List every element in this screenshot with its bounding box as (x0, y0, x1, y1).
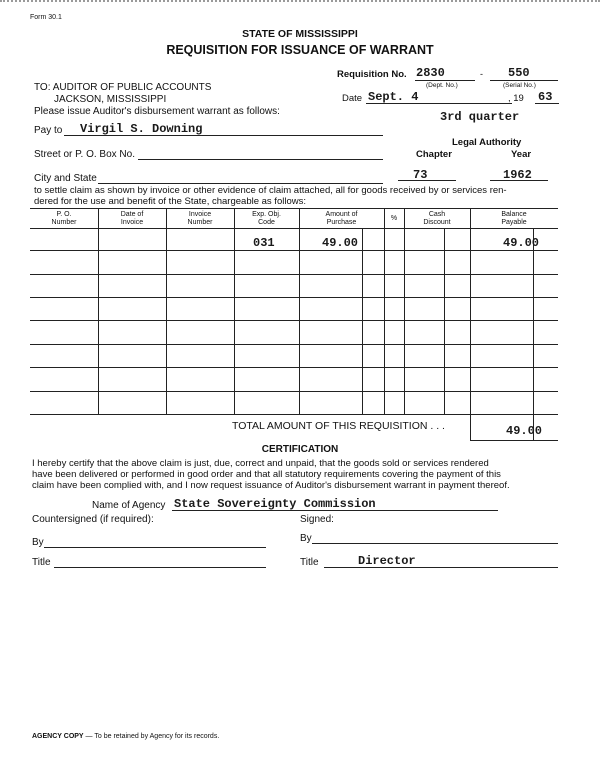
chapter-value: 73 (413, 168, 428, 182)
row-1-exp-obj-code: 031 (253, 236, 275, 250)
header-cash-discount: Cash Discount (423, 211, 451, 226)
table-row-line (30, 320, 558, 321)
year-label: Year (511, 149, 532, 160)
table-row-line (30, 250, 558, 251)
settle-text-line-1: to settle claim as shown by invoice or other evidence of claim attached, all for goods received by or services ren- (34, 185, 507, 196)
footer-note (32, 733, 219, 740)
settle-text-line-2: dered for the use and benefit of the State, chargeable as follows: (34, 196, 306, 207)
total-box-bottom (470, 440, 558, 441)
row-1-amount: 49.00 (322, 236, 359, 250)
title-right-value: Director (358, 554, 416, 568)
to-line-2: JACKSON, MISSISSIPPI (54, 94, 167, 105)
perforation-edge (0, 0, 600, 6)
signed-label: Signed: (300, 514, 334, 525)
certification-heading: CERTIFICATION (261, 444, 339, 455)
certification-line-2: have been delivered or performed in good order and that all statutory requirements covering the payment of this (32, 469, 501, 480)
table-header-border (30, 228, 558, 229)
pay-to-value: Virgil S. Downing (80, 122, 203, 136)
serial-no-caption: (Serial No.) (503, 82, 536, 89)
header-balance-payable: Balance Payable (501, 211, 527, 226)
date-year-prefix: , 19 (508, 93, 524, 104)
date-label: Date (342, 93, 363, 104)
by-left-line (44, 547, 266, 548)
by-right-line (312, 543, 558, 544)
table-col-divider (384, 208, 385, 414)
agency-value: State Sovereignty Commission (174, 497, 376, 511)
street-label: Street or P. O. Box No. (34, 149, 135, 160)
table-row-line (30, 367, 558, 368)
quarter-note: 3rd quarter (440, 110, 520, 124)
to-line-1: TO: AUDITOR OF PUBLIC ACCOUNTS (34, 82, 212, 93)
footer-text: — To be retained by Agency for its records. (83, 733, 220, 740)
table-row-line (30, 297, 558, 298)
table-row-line (30, 274, 558, 275)
table-col-divider (234, 208, 235, 414)
table-col-divider (470, 208, 471, 440)
legal-authority-label: Legal Authority (452, 137, 522, 148)
state-heading: STATE OF MISSISSIPPI (242, 28, 358, 40)
table-col-divider (98, 208, 99, 414)
agency-label: Name of Agency (92, 500, 166, 511)
header-po-number: P. O. Number (51, 211, 77, 226)
total-value: 49.00 (506, 424, 543, 438)
table-top-border (30, 208, 558, 209)
total-label: TOTAL AMOUNT OF THIS REQUISITION . . . (232, 420, 445, 432)
pay-to-label: Pay to (34, 125, 63, 136)
requisition-separator: - (480, 69, 483, 79)
header-percent: % (390, 215, 398, 222)
by-right-label: By (300, 533, 312, 544)
form-number: Form 30.1 (30, 14, 62, 21)
header-date-of-invoice: Date of Invoice (120, 211, 144, 226)
dept-no-line (415, 80, 475, 81)
table-subcol-divider (533, 228, 534, 440)
table-subcol-divider (362, 228, 363, 414)
city-line (98, 183, 383, 184)
footer-bold: AGENCY COPY (32, 733, 84, 740)
title-left-line (54, 567, 266, 568)
dept-no-caption: (Dept. No.) (426, 82, 458, 89)
serial-no-line (490, 80, 558, 81)
header-exp-obj-code: Exp. Obj. Code (252, 211, 281, 226)
table-col-divider (166, 208, 167, 414)
header-amount-of-purchase: Amount of Purchase (325, 211, 358, 226)
table-subcol-divider (444, 228, 445, 414)
table-col-divider (404, 208, 405, 414)
table-bottom-line (30, 414, 558, 415)
city-label: City and State (34, 173, 97, 184)
table-col-divider (299, 208, 300, 414)
certification-line-1: I hereby certify that the above claim is just, due, correct and unpaid, that the goods sold or services rendered (32, 458, 489, 469)
legal-year-value: 1962 (503, 168, 532, 182)
title-right-label: Title (300, 557, 319, 568)
certification-line-3: claim have been complied with, and I now request issuance of Auditor's disbursement warrant in payment thereof. (32, 480, 510, 491)
requisition-label: Requisition No. (337, 69, 407, 80)
dept-no-value: 2830 (416, 66, 445, 80)
street-line (138, 159, 383, 160)
title-left-label: Title (32, 557, 51, 568)
serial-no-value: 550 (508, 66, 530, 80)
form-title: REQUISITION FOR ISSUANCE OF WARRANT (166, 43, 434, 57)
by-left-label: By (32, 537, 44, 548)
date-year-value: 63 (538, 90, 553, 104)
chapter-label: Chapter (416, 149, 452, 160)
row-1-balance: 49.00 (503, 236, 540, 250)
countersigned-label: Countersigned (if required): (32, 514, 154, 525)
header-invoice-number: Invoice Number (187, 211, 213, 226)
to-line-3: Please issue Auditor's disbursement warrant as follows: (34, 106, 280, 117)
table-row-line (30, 344, 558, 345)
date-value: Sept. 4 (368, 90, 419, 104)
table-row-line (30, 391, 558, 392)
